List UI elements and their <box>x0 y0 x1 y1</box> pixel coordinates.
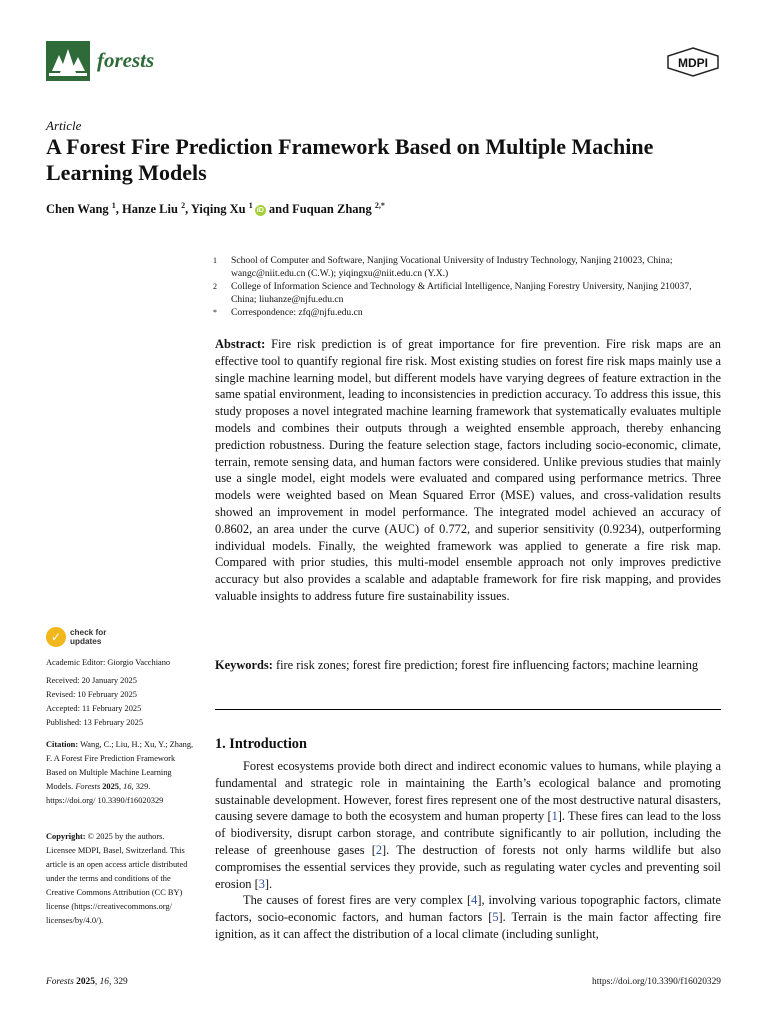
reference-link[interactable]: 2 <box>375 842 383 857</box>
affiliation-item <box>213 306 713 319</box>
affiliation-mark: * <box>213 308 217 317</box>
author-affil-mark: 1 <box>248 201 253 210</box>
footer-year: 2025 <box>76 977 95 987</box>
dates <box>46 674 196 730</box>
author-name[interactable]: Chen Wang <box>46 202 109 217</box>
academic-editor: Academic Editor: Giorgio Vacchiano <box>46 658 171 667</box>
author-affil-mark: 2,* <box>374 201 385 210</box>
keywords <box>215 657 721 674</box>
abstract <box>215 336 721 605</box>
publisher-name: MDPI <box>678 56 708 70</box>
citation-text: Wang, C.; Liu, H.; Xu, Y.; Zhang, F. A Forest Fire Prediction Framework Based on Multiple Machine Learning Models. <box>46 740 194 791</box>
copyright-text: © 2025 by the authors. Licensee MDPI, Basel, Switzerland. This article is an open access article distributed under the terms and conditions of the Creative Commons Attribution (CC BY) license (https://creativecommons.org/ licenses/by/4.0/). <box>46 832 188 925</box>
citation-journal: Forests <box>75 782 101 791</box>
citation-volume: 16 <box>123 782 132 791</box>
author-name[interactable]: Hanze Liu <box>122 202 178 217</box>
copyright <box>46 830 196 928</box>
check-updates-line2: updates <box>70 637 102 646</box>
revised-date: Revised: 10 February 2025 <box>46 690 137 699</box>
reference-link[interactable]: 4 <box>471 893 478 908</box>
check-for-updates-button[interactable] <box>46 627 106 647</box>
reference-link[interactable]: 1 <box>551 809 558 824</box>
affiliation-item <box>213 254 713 280</box>
citation-doi[interactable]: , 329. https://doi.org/ 10.3390/f16020329 <box>46 782 164 805</box>
affiliations <box>213 254 713 319</box>
reference-link[interactable]: 3 <box>258 876 265 891</box>
affiliation-text: Correspondence: zfq@njfu.edu.cn <box>231 307 363 318</box>
journal-name: forests <box>97 48 155 72</box>
citation-label: Citation: <box>46 740 79 749</box>
footer-page: , 329 <box>108 977 128 987</box>
footer-volume: 16 <box>99 977 109 987</box>
abstract-label: Abstract: <box>215 337 266 351</box>
author-affil-mark: 2 <box>181 201 186 210</box>
affiliation-item <box>213 280 713 306</box>
journal-logo <box>46 41 90 81</box>
publisher-logo <box>666 47 720 77</box>
section-body <box>215 758 721 943</box>
orcid-icon[interactable]: iD <box>256 207 264 215</box>
article-title: A Forest Fire Prediction Framework Based on Multiple Machine Learning Models <box>46 134 654 185</box>
citation: Citation: Wang, C.; Liu, H.; Xu, Y.; Zhang, F. A Forest Fire Prediction Framework Based on Multiple Machine Learning Models. Forests 2025, 16, 329. https://doi.org/ 10.3390/f16020329 <box>46 740 194 805</box>
paragraph: The causes of forest fires are very complex [4], involving various topographic factors, climate factors, socio-economic factors, and human factors [5]. Terrain is the main factor affecting fire ignition, as it can affect the distribution of a local climate (including sunlight, <box>215 893 721 941</box>
author-name[interactable]: Yiqing Xu <box>190 202 246 217</box>
keywords-label: Keywords: <box>215 658 273 672</box>
received-date: Received: 20 January 2025 <box>46 676 137 685</box>
accepted-date: Accepted: 11 February 2025 <box>46 704 142 713</box>
abstract-text: Fire risk prediction is of great importance for fire prevention. Fire risk maps are an effective tool to quantify regional fire risk. Most existing studies on forest fire risk maps mainly use a single machine learning model, but different models have varying degrees of feature extraction in the same spatial environment, leading to inconsistencies in prediction accuracy. To address this issue, this study proposes a novel integrated machine learning framework that systematically evaluates multiple models and combines their outputs through a weighted ensemble approach, thereby enhancing prediction robustness. During the feature selection stage, factors including socio-economic, climate, terrain, remote sensing data, and human factors were considered. Unlike previous studies that mainly use a single model, eight models were evaluated and compared using performance metrics. Three models were weighted based on Mean Squared Error (MSE) values, and cross-validation results showed an improvement in model performance. The integrated model achieved an accuracy of 0.8602, an area under the curve (AUC) of 0.772, and superior sensitivity (0.9234), outperforming individual models. Finally, the weighted framework was applied to generate a fire risk map. Compared with prior studies, this multi-model ensemble approach not only improves predictive accuracy but also provides a scalable and adaptable framework for fire risk mapping, and provides valuable insights to address future fire sustainability issues. <box>215 337 721 603</box>
paragraph: Forest ecosystems provide both direct and indirect economic values to humans, while playing a fundamental and strategic role in maintaining the Earth’s ecological balance and promoting sustainable development. However, forest fires represent one of the most destructive natural disasters, causing severe damage to both the ecosystem and human property [1]. These fires can lead to the loss of biodiversity, disrupt carbon storage, and contribute significantly to air pollution, including the release of greenhouse gases [2]. The destruction of forests not only harms wildlife but also compromises the essential services they provide, such as regulating water cycles and preventing soil erosion [3]. <box>215 759 721 891</box>
keywords-text: fire risk zones; forest fire prediction; forest fire influencing factors; machine learning <box>275 658 699 672</box>
tree-icon <box>46 41 90 81</box>
affiliation-text: School of Computer and Software, Nanjing Vocational University of Industry Technology, Nanjing 210023, China; wangc@niit.edu.cn (C.W.); yiqingxu@niit.edu.cn (Y.X.) <box>231 255 673 279</box>
author-list: Chen Wang $^1$, Hanze Liu $^2$, Yiqing Xu $^1$iD and Fuquan Zhang $^{2,*}$ <box>46 201 385 217</box>
author-affil-mark: 1 <box>111 201 116 210</box>
divider <box>215 709 721 710</box>
citation-year: 2025 <box>102 782 119 791</box>
section-heading: 1. Introduction <box>215 736 307 752</box>
author-name[interactable]: Fuquan Zhang <box>292 202 372 217</box>
footer-journal: Forests <box>46 977 74 987</box>
affiliation-mark: 2 <box>213 282 217 291</box>
affiliation-mark: 1 <box>213 256 217 265</box>
check-updates-line1: check for <box>70 628 107 637</box>
affiliation-text: College of Information Science and Technology & Artificial Intelligence, Nanjing Forestry University, Nanjing 210037, China; liuhanze@njfu.edu.cn <box>231 281 692 305</box>
published-date: Published: 13 February 2025 <box>46 718 144 727</box>
footer-citation: Forests 2025, 16, 329 <box>46 977 128 987</box>
footer-doi-link[interactable]: https://doi.org/10.3390/f16020329 <box>592 977 721 987</box>
copyright-label: Copyright: <box>46 832 86 841</box>
reference-link[interactable]: 5 <box>492 910 499 925</box>
article-type: Article <box>46 118 82 133</box>
checkmark-icon: ✓ <box>46 627 66 647</box>
